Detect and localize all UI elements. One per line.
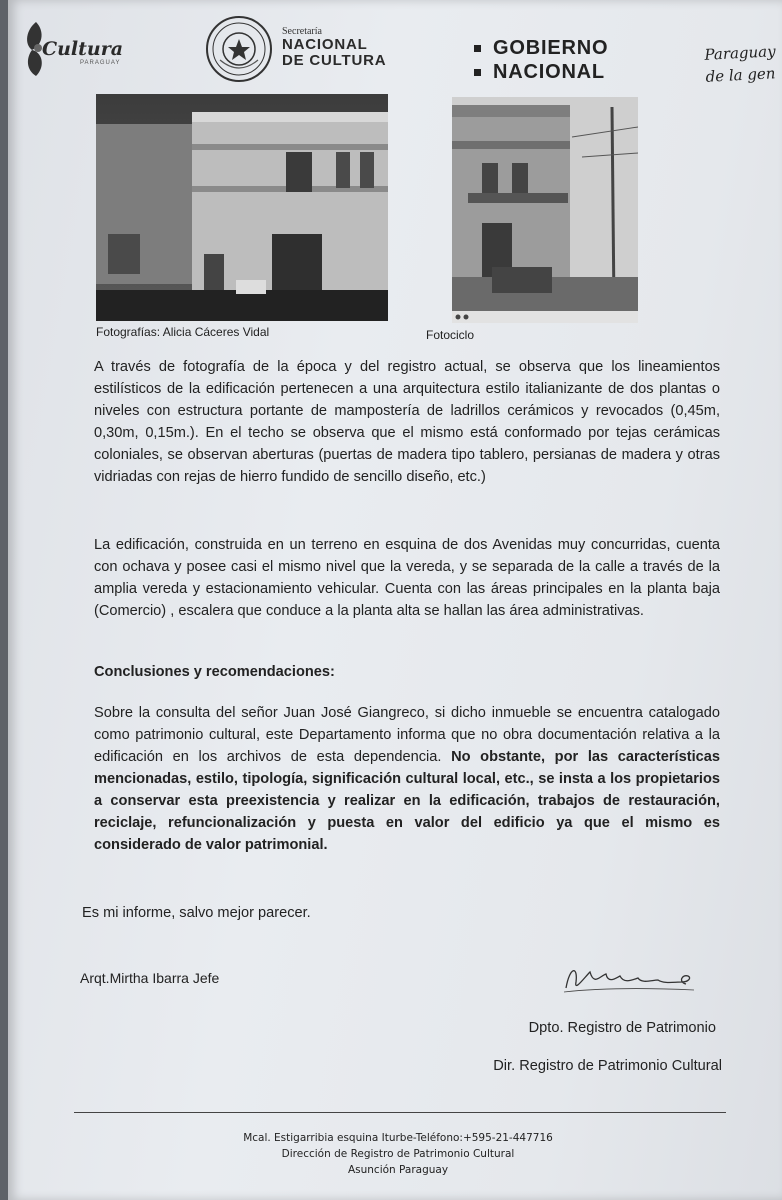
- signer-name: Arqt.Mirtha Ibarra Jefe: [80, 970, 220, 986]
- footer-divider: [74, 1112, 726, 1113]
- paragraph-location: La edificación, construida en un terreno en esquina de dos Avenidas muy concurridas, cuenta con ochava y posee casi el mismo nivel que la vereda, y se separada de la calle a través de la amplia vereda y estacionamiento vehicular. Cuenta con las áreas principales en la planta baja (Comercio) , escalera que conduce a la planta alta se hallan las área administrativas.: [94, 537, 720, 619]
- footer-address: [188, 1130, 608, 1178]
- gob-line1: GOBIERNO: [493, 37, 609, 59]
- document-page: [8, 0, 782, 1200]
- photo-caption-historic: Fotociclo: [426, 328, 475, 342]
- conclusion-normal-text: Sobre la consulta del señor Juan José Giangreco, si dicho inmueble se encuentra catalogado como patrimonio cultural, este Departamento informa que no obra documentación relativa a la edificación en los archivos de esta dependencia.: [94, 705, 720, 765]
- footer-line1: Mcal. Estigarribia esquina Iturbe-Teléfono:+595-21-447716: [243, 1132, 553, 1144]
- photo-caption-current: Fotografías: Alicia Cáceres Vidal: [96, 325, 270, 339]
- slogan-line2: de la gen: [705, 64, 776, 86]
- cultura-logo: [22, 14, 122, 82]
- gob-line2: NACIONAL: [493, 61, 605, 83]
- national-seal-icon: [204, 14, 274, 84]
- snc-small-label: Secretaría: [282, 26, 322, 37]
- department-line2: Dir. Registro de Patrimonio Cultural: [493, 1058, 722, 1074]
- footer-line2: Dirección de Registro de Patrimonio Cultural: [281, 1148, 515, 1160]
- square-bullet-icon: [474, 45, 481, 52]
- square-bullet-icon: [474, 69, 481, 76]
- handwritten-signature: [560, 958, 700, 998]
- building-photo-historic: [452, 97, 638, 323]
- conclusion-bold-text: No obstante, por las características mencionadas, estilo, tipología, significación cultural local, etc., se insta a los propietarios a conservar esta preexistencia y realizar en la edificación, trabajos de restauración, reciclaje, refuncionalización y puesta en valor del edificio ya que el mismo es considerado de valor patrimonial.: [94, 749, 720, 853]
- cultura-logo-sub: PARAGUAY: [80, 60, 121, 66]
- snc-line1: NACIONAL: [282, 36, 368, 53]
- paragraph-description: A través de fotografía de la época y del registro actual, se observa que los lineamientos estilísticos de la edificación pertenecen a una arquitectura estilo italianizante de dos plantas o niveles con estructura portante de mampostería de ladrillos cerámicos y revocados (0,45m, 0,30m, 0,15m.). En el techo se observa que el mismo está conformado por tejas cerámicas coloniales, se observan aberturas (puertas de madera tipo tablero, persianas de madera y otras vidriadas con rejas de hierro fundido de sencillo diseño, etc.): [94, 359, 720, 485]
- paragraph-conclusion: [94, 702, 720, 856]
- building-photo-current: [96, 94, 388, 321]
- snc-line2: DE CULTURA: [282, 52, 387, 69]
- closing-line: Es mi informe, salvo mejor parecer.: [82, 905, 311, 921]
- slogan-line1: Paraguay: [704, 42, 777, 64]
- conclusions-heading: Conclusiones y recomendaciones:: [94, 664, 335, 680]
- paraguay-slogan: [704, 40, 777, 88]
- cultura-logo-text: Cultura: [42, 38, 124, 60]
- department-line1: Dpto. Registro de Patrimonio: [528, 1020, 716, 1036]
- footer-line3: Asunción Paraguay: [347, 1164, 449, 1176]
- secretaria-cultura-logo: [282, 26, 386, 69]
- gobierno-nacional-logo: [474, 36, 608, 84]
